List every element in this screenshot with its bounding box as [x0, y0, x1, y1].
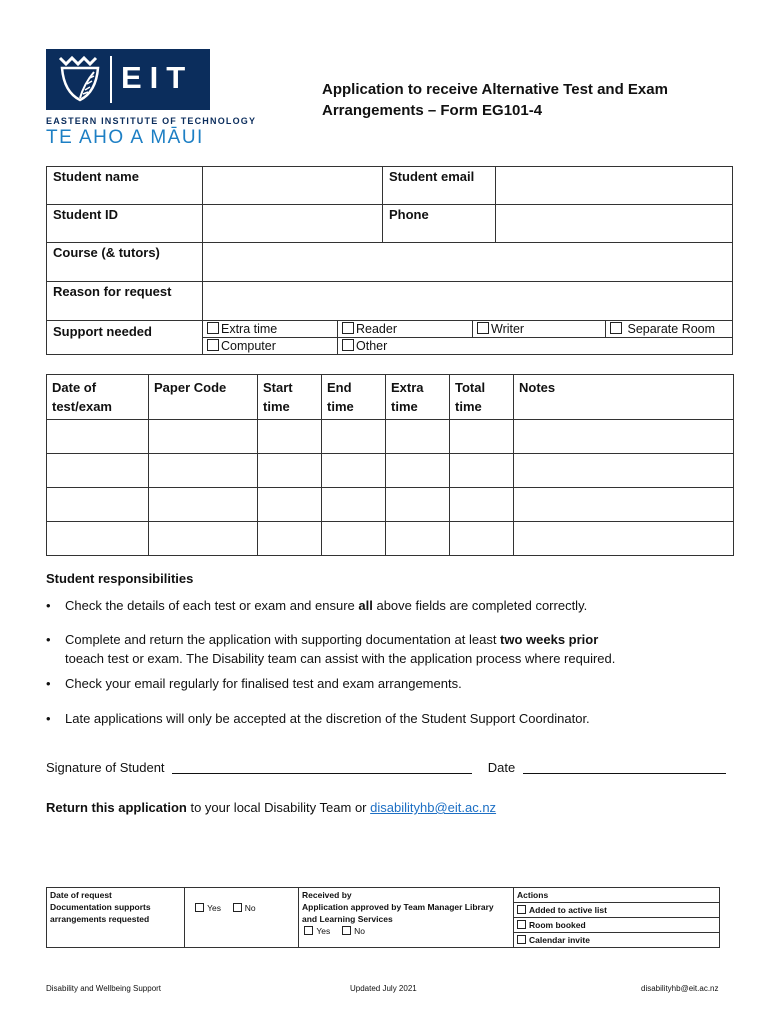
checkbox-icon[interactable] — [342, 322, 354, 334]
checkbox-icon[interactable] — [233, 903, 242, 912]
header-date: Date of test/exam — [47, 375, 149, 420]
return-instructions: Return this application to your local Disability Team or disabilityhb@eit.ac.nz — [46, 800, 497, 815]
reason-field[interactable] — [203, 282, 733, 321]
student-name-label: Student name — [47, 167, 203, 205]
reason-label: Reason for request — [47, 282, 203, 321]
cell[interactable] — [322, 420, 386, 454]
option-extra-time[interactable]: Extra time — [203, 321, 338, 338]
student-info-table — [46, 166, 733, 355]
cell[interactable] — [322, 454, 386, 488]
checkbox-icon[interactable] — [342, 926, 351, 935]
cell[interactable] — [322, 488, 386, 522]
student-email-field[interactable] — [496, 167, 733, 205]
cell[interactable] — [514, 420, 734, 454]
form-title-line1: Application to receive Alternative Test and Exam — [322, 81, 668, 98]
list-item: • Complete and return the application with supporting documentation at least two weeks prior toeach test or exam. The Disability team can assist with the application process where required. — [46, 632, 616, 666]
cell[interactable] — [149, 522, 258, 556]
email-link[interactable]: disabilityhb@eit.ac.nz — [370, 800, 497, 815]
table-row — [47, 420, 734, 454]
cell[interactable] — [149, 420, 258, 454]
cell[interactable] — [258, 488, 322, 522]
phone-label: Phone — [383, 205, 496, 243]
office-use-table — [46, 887, 720, 948]
table-row — [47, 454, 734, 488]
logo-subtitle: EASTERN INSTITUTE OF TECHNOLOGY — [46, 116, 257, 126]
cell[interactable] — [258, 454, 322, 488]
cell[interactable] — [322, 522, 386, 556]
list-item: • Check your email regularly for finalised test and exam arrangements. — [46, 676, 462, 691]
table-row — [47, 522, 734, 556]
cell[interactable] — [450, 454, 514, 488]
checkbox-icon[interactable] — [195, 903, 204, 912]
header-end-time: End time — [322, 375, 386, 420]
support-options — [203, 321, 733, 355]
list-item: • Check the details of each test or exam and ensure all above fields are completed correctly. — [46, 598, 588, 613]
exam-schedule-table — [46, 374, 734, 556]
course-field[interactable] — [203, 243, 733, 282]
signature-row — [46, 760, 726, 775]
checkbox-icon[interactable] — [207, 339, 219, 351]
option-writer[interactable]: Writer — [473, 321, 606, 338]
cell[interactable] — [258, 522, 322, 556]
cell[interactable] — [386, 420, 450, 454]
header-extra-time: Extra time — [386, 375, 450, 420]
cell[interactable] — [450, 522, 514, 556]
bullet-icon: • — [46, 632, 51, 647]
cell[interactable] — [47, 522, 149, 556]
logo-maori-name: TE AHO A MĀUI — [46, 127, 204, 148]
signature-field[interactable] — [172, 773, 472, 774]
cell[interactable] — [514, 488, 734, 522]
received-by-cell: Received by Application approved by Team Manager Library and Learning Services Yes No — [299, 888, 514, 948]
cell[interactable] — [258, 420, 322, 454]
checkbox-icon[interactable] — [517, 935, 526, 944]
footer-left: Disability and Wellbeing Support — [46, 984, 162, 993]
date-field[interactable] — [523, 773, 726, 774]
header-paper-code: Paper Code — [149, 375, 258, 420]
cell[interactable] — [450, 488, 514, 522]
student-name-field[interactable] — [203, 167, 383, 205]
bullet-icon: • — [46, 598, 51, 613]
cell[interactable] — [386, 488, 450, 522]
checkbox-icon[interactable] — [342, 339, 354, 351]
student-id-label: Student ID — [47, 205, 203, 243]
list-item: • Late applications will only be accepted at the discretion of the Student Support Coordinator. — [46, 711, 590, 726]
header-total-time: Total time — [450, 375, 514, 420]
date-label: Date — [487, 760, 516, 775]
checkbox-icon[interactable] — [610, 322, 622, 334]
option-other[interactable]: Other — [338, 338, 473, 355]
option-computer[interactable]: Computer — [203, 338, 338, 355]
option-reader[interactable]: Reader — [338, 321, 473, 338]
student-email-label: Student email — [383, 167, 496, 205]
cell[interactable] — [47, 454, 149, 488]
cell[interactable] — [149, 454, 258, 488]
cell[interactable] — [47, 420, 149, 454]
header-notes: Notes — [514, 375, 734, 420]
checkbox-icon[interactable] — [304, 926, 313, 935]
checkbox-icon[interactable] — [207, 322, 219, 334]
logo-brand: EIT — [121, 60, 194, 95]
checkbox-icon[interactable] — [517, 905, 526, 914]
signature-label: Signature of Student — [46, 760, 165, 775]
footer-center: Updated July 2021 — [350, 984, 417, 993]
checkbox-icon[interactable] — [477, 322, 489, 334]
student-id-field[interactable] — [203, 205, 383, 243]
course-label: Course (& tutors) — [47, 243, 203, 282]
cell[interactable] — [149, 488, 258, 522]
responsibilities-title: Student responsibilities — [46, 571, 194, 586]
fern-emblem-icon — [52, 54, 108, 105]
cell[interactable] — [386, 454, 450, 488]
logo-divider — [110, 56, 112, 103]
cell[interactable] — [450, 420, 514, 454]
option-separate-room[interactable]: Separate Room — [606, 321, 733, 338]
header-start-time: Start time — [258, 375, 322, 420]
bullet-icon: • — [46, 711, 51, 726]
footer-right: disabilityhb@eit.ac.nz — [641, 984, 719, 993]
cell[interactable] — [386, 522, 450, 556]
form-title-line2: Arrangements – Form EG101-4 — [322, 102, 543, 119]
cell[interactable] — [47, 488, 149, 522]
date-of-request-label: Date of request Documentation supports arrangements requested — [47, 888, 185, 948]
support-needed-label: Support needed — [47, 321, 203, 355]
form-title — [322, 79, 742, 121]
bullet-icon: • — [46, 676, 51, 691]
table-row — [47, 488, 734, 522]
actions-cell: Actions Added to active list Room booked Calendar invite — [514, 888, 720, 948]
checkbox-icon[interactable] — [517, 920, 526, 929]
cell[interactable] — [514, 454, 734, 488]
phone-field[interactable] — [496, 205, 733, 243]
doc-supports-options: Yes No — [185, 888, 299, 948]
cell[interactable] — [514, 522, 734, 556]
